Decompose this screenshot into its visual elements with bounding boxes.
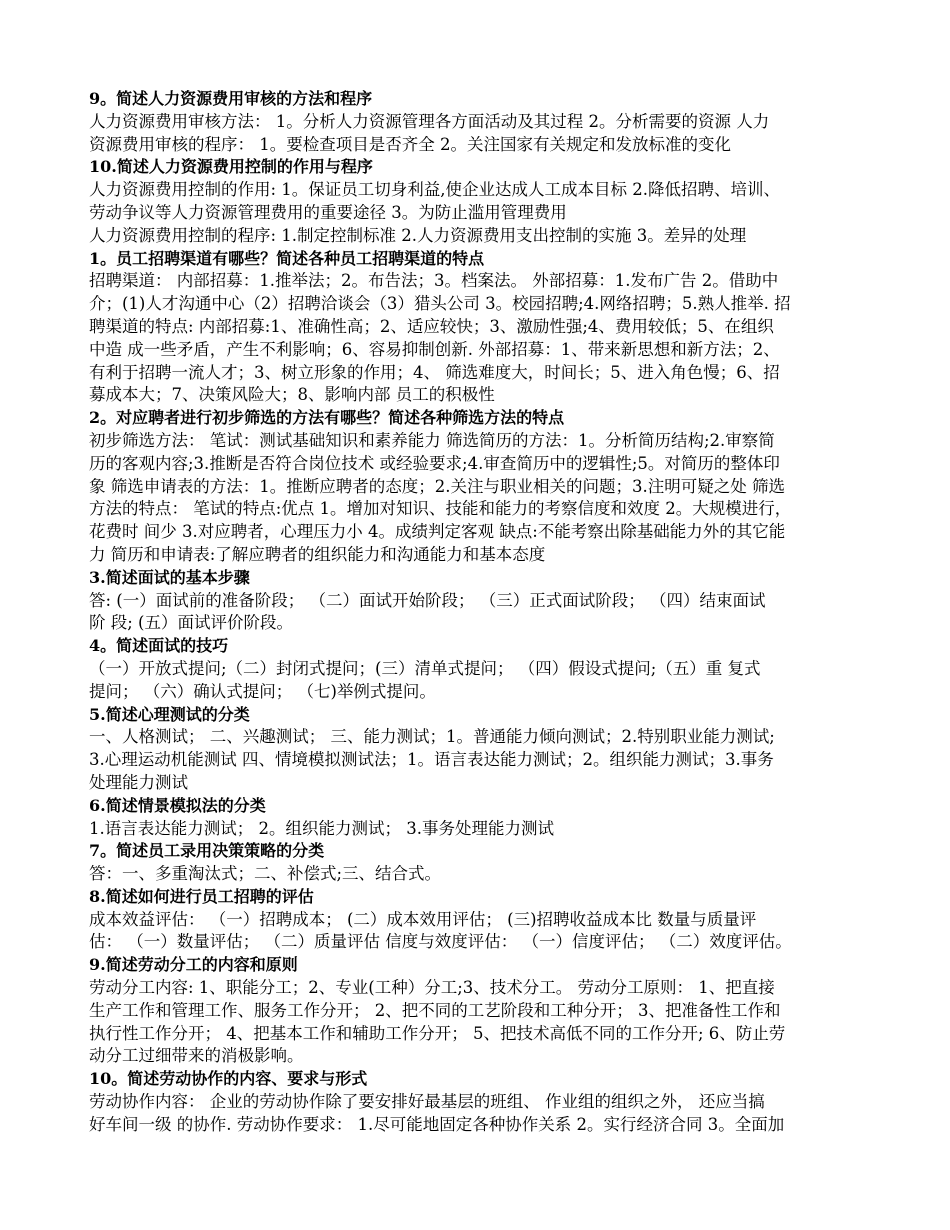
body-text-line: 人力资源费用控制的作用: 1。保证员工切身利益,使企业达成人工成本目标 2.降低招聘、培训、 [89,180,781,200]
section-heading: 10.简述人力资源费用控制的作用与程序 [89,157,373,177]
section-heading: 3.简述面试的基本步骤 [89,567,250,587]
body-text-line: 介；(1)人才沟通中心（2）招聘洽谈会（3）猎头公司 3。校园招聘;4.网络招聘；5.熟人推举. 招 [89,294,791,314]
body-text-line: 好车间一级 的协作. 劳动协作要求： 1.尽可能地固定各种协作关系 2。实行经济合同 3。全面加 [89,1114,785,1134]
section-heading: 1。员工招聘渠道有哪些？简述各种员工招聘渠道的特点 [89,248,485,268]
body-text-line: 提问； （六）确认式提问； （七)举例式提问。 [89,681,436,701]
body-text-line: 方法的特点： 笔试的特点:优点 1。增加对知识、技能和能力的考察信度和效度 2。大规模进行， [89,499,792,519]
body-text-line: 募成本大；7、决策风险大；8、影响内部 员工的积极性 [89,385,495,405]
body-text-line: 花费时 间少 3.对应聘者，心理压力小 4。成绩判定客观 缺点:不能考察出除基础能力外的其它能 [89,522,786,542]
body-text-line: 人力资源费用控制的程序: 1.制定控制标准 2.人力资源费用支出控制的实施 3。差异的处理 [89,225,747,245]
body-text-line: （一）开放式提问;（二）封闭式提问；(三）清单式提问； （四）假设式提问;（五）重 复式 [89,658,761,678]
section-heading: 8.简述如何进行员工招聘的评估 [89,886,314,906]
body-text-line: 资源费用审核的程序： 1。要检查项目是否齐全 2。关注国家有关规定和发放标准的变化 [89,134,731,154]
body-text-line: 象 筛选申请表的方法：1。推断应聘者的态度；2.关注与职业相关的问题；3.注明可疑之处 筛选 [89,476,785,496]
section-heading: 5.简述心理测试的分类 [89,704,250,724]
body-text-line: 1.语言表达能力测试； 2。组织能力测试； 3.事务处理能力测试 [89,818,554,838]
body-text-line: 力 简历和申请表:了解应聘者的组织能力和沟通能力和基本态度 [89,544,546,564]
section-heading: 2。对应聘者进行初步筛选的方法有哪些？简述各种筛选方法的特点 [89,408,565,428]
body-text-line: 阶 段; (五）面试评价阶段。 [89,613,293,633]
body-text-line: 招聘渠道： 内部招募：1.推举法；2。布告法；3。档案法。 外部招募：1.发布广告 2。借助中 [89,271,779,291]
section-heading: 9。简述人力资源费用审核的方法和程序 [89,89,373,108]
body-text-line: 处理能力测试 [89,772,188,792]
body-text-line: 劳动分工内容: 1、职能分工；2、专业(工种）分工;3、技术分工。 劳动分工原则： 1、把直接 [89,978,775,998]
body-text-line: 历的客观内容;3.推断是否符合岗位技术 或经验要求;4.审查简历中的逻辑性;5。对简历的整体印 [89,453,780,473]
body-text-line: 答: (一）面试前的准备阶段； （二）面试开始阶段； （三）正式面试阶段； （四）结束面试 [89,590,766,610]
document-page [89,88,864,1137]
section-heading: 6.简述情景模拟法的分类 [89,795,266,815]
body-text-line: 中造 成一些矛盾，产生不利影响；6、容易抑制创新. 外部招募：1、带来新思想和新方法；2、 [89,339,780,359]
section-heading: 4。简述面试的技巧 [89,636,229,656]
body-text-line: 估： （一）数量评估； （二）质量评估 信度与效度评估： （一）信度评估； （二）效度评估。 [89,932,792,952]
body-text-line: 成本效益评估： （一）招聘成本； (二）成本效用评估； (三)招聘收益成本比 数量与质量评 [89,909,757,929]
section-heading: 10。简述劳动协作的内容、要求与形式 [89,1069,368,1089]
body-text-line: 初步筛选方法： 笔试：测试基础知识和素养能力 筛选简历的方法：1。分析简历结构;2.审察简 [89,430,775,450]
body-text-line: 一、人格测试； 二、兴趣测试； 三、能力测试；1。普通能力倾向测试；2.特别职业能力测试; [89,727,775,747]
section-heading: 9.简述劳动分工的内容和原则 [89,955,298,975]
body-text-line: 生产工作和管理工作、服务工作分开； 2、把不同的工艺阶段和工种分开； 3、把准备性工作和 [89,1000,781,1020]
section-heading: 7。简述员工录用决策策略的分类 [89,841,325,861]
body-text-line: 聘渠道的特点: 内部招募:1、准确性高；2、适应较快；3、激励性强;4、费用较低；5、在组织 [89,316,774,336]
body-text-line: 劳动协作内容： 企业的劳动协作除了要安排好最基层的班组、 作业组的组织之外， 还应当搞 [89,1092,765,1112]
body-text-line: 动分工过细带来的消极影响。 [89,1046,304,1066]
body-text-line: 答：一、多重淘汰式；二、补偿式;三、结合式。 [89,864,442,884]
body-text-line: 3.心理运动机能测试 四、情境模拟测试法；1。语言表达能力测试；2。组织能力测试；3.事务 [89,750,774,770]
body-text-line: 执行性工作分开； 4、把基本工作和辅助工作分开； 5、把技术高低不同的工作分开; 6、防止劳 [89,1023,786,1043]
body-text-line: 有利于招聘一流人才；3、树立形象的作用；4、 筛选难度大，时间长；5、进入角色慢；6、招 [89,362,780,382]
body-text-line: 劳动争议等人力资源管理费用的重要途径 3。为防止滥用管理费用 [89,202,567,222]
body-text-line: 人力资源费用审核方法： 1。分析人力资源管理各方面活动及其过程 2。分析需要的资源 人力 [89,111,770,131]
